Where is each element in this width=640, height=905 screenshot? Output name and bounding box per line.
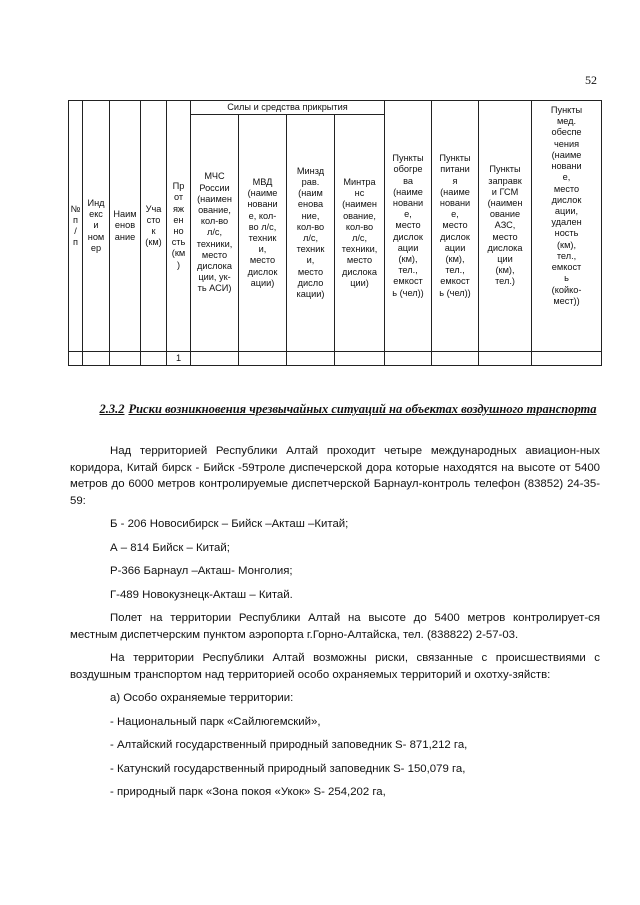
list-item: А – 814 Бийск – Китай;	[110, 541, 230, 554]
list-item: Б - 206 Новосибирск – Бийск –Акташ –Китай;	[110, 518, 349, 530]
table-cell	[69, 352, 83, 366]
list-item: а) Особо охраняемые территории:	[110, 692, 294, 704]
col-index: Инд екс и ном ер	[83, 101, 110, 352]
list-item: - Алтайский государственный природный заповедник S- 871,212 га,	[110, 739, 468, 751]
table-cell: 1	[167, 352, 191, 366]
forces-table	[68, 100, 602, 366]
group-header-forces: Силы и средства прикрытия	[191, 101, 385, 115]
col-minzdrav: Минзд рав. (наим енова ние, кол-во л/с, техник и, место дисло кации)	[287, 115, 335, 352]
table-cell	[287, 352, 335, 366]
body-text	[70, 443, 600, 808]
col-fuel-points: Пункты заправк и ГСМ (наимен ование АЗС, место дислока ции (км), тел.)	[479, 101, 532, 352]
list-item: Р-366 Барнаул –Акташ- Монголия;	[110, 565, 293, 577]
table-cell	[110, 352, 141, 366]
col-mintrans: Минтра нс (наимен ование, кол-во л/с, техники, место дислока ции)	[335, 115, 385, 352]
col-mchs: МЧС России (наимен ование, кол-во л/с, техники, место дислока ции, ук- ть АСИ)	[191, 115, 239, 352]
col-mvd: МВД (наиме новани е, кол- во л/с, техник и, место дислок ации)	[239, 115, 287, 352]
table-cell	[532, 352, 602, 366]
col-name: Наим енов ание	[110, 101, 141, 352]
list-item: - Катунский государственный природный заповедник S- 150,079 га,	[110, 762, 466, 775]
list-item: - природный парк «Зона покоя «Укок» S- 254,202 га,	[110, 786, 386, 798]
table-cell	[239, 352, 287, 366]
col-heating-points: Пункты обогре ва (наиме новани е, место дислок ации (км), тел., емкост ь (чел))	[385, 101, 432, 352]
table-cell	[191, 352, 239, 366]
col-section: Уча сто к (км)	[141, 101, 167, 352]
col-medical-points: Пункты мед. обеспе чения (наиме новани е, место дислок ации, удален ность (км), тел., емкост ь (койко- мест))	[532, 101, 602, 352]
list-item: Г-489 Новокузнецк-Акташ – Китай.	[110, 588, 293, 601]
table-cell	[83, 352, 110, 366]
table-cell	[479, 352, 532, 366]
paragraph: На территории Республики Алтай возможны риски, связанные с происшествиями с воздушным транспортом над территорией особо охраняемых территорий и охотху-зяйств:	[70, 652, 600, 681]
section-heading	[88, 402, 608, 416]
table-cell	[385, 352, 432, 366]
col-length: Пр от яж ен но сть (км )	[167, 101, 191, 352]
table-cell	[335, 352, 385, 366]
page-number: 52	[585, 73, 597, 87]
col-num: № п / п	[69, 101, 83, 352]
col-food-points: Пункты питани я (наиме новани е, место дислок ации (км), тел., емкост ь (чел))	[432, 101, 479, 352]
paragraph: Полет на территории Республики Алтай на высоте до 5400 метров контролирует-ся местным диспетчерским пунктом аэропорта г.Горно-Алтайска, тел. (838822) 2-57-03.	[70, 612, 600, 641]
paragraph: Над территорией Республики Алтай проходит четыре международных авиацион-ных коридора, Китай бирск - Бийск -59троле диспечерской дора которые находятся на высоте от 5400 метров до 6000 метров контролируемые диспетчерской Барнаул-контроль телефон (83852) 24-35-59:	[70, 445, 600, 507]
table-cell	[141, 352, 167, 366]
section-number: 2.3.2	[99, 402, 125, 416]
section-title-text: Риски возникновения чрезвычайных ситуаций на объектах воздушного транспорта	[128, 402, 597, 416]
table-cell	[432, 352, 479, 366]
list-item: - Национальный парк «Сайлюгемский»,	[110, 715, 321, 728]
